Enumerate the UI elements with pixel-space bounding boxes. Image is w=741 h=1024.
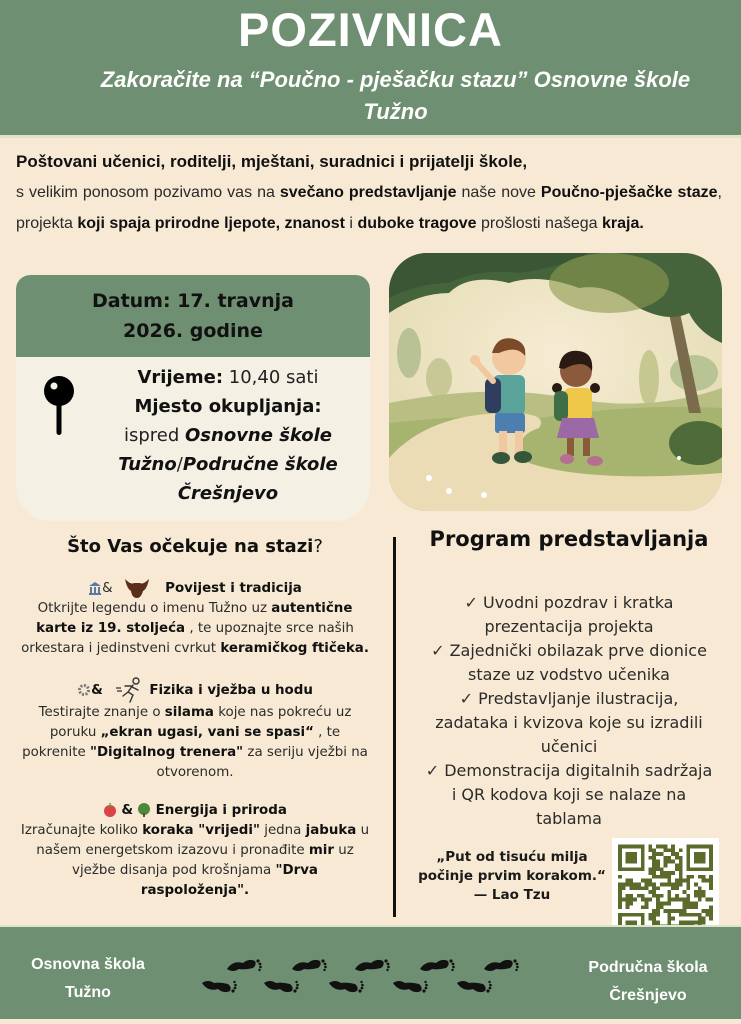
section-bold: autentične karte iz 19. stoljeća [36, 601, 353, 636]
intro-bold: svečano predstavljanje [279, 184, 457, 201]
running-person-icon [115, 677, 145, 703]
place-school-1: Osnovne škole Tužno [118, 425, 333, 475]
footprint-icon [418, 957, 458, 973]
section-bold: koraka "vrijedi" [142, 823, 260, 838]
footprint-icon [327, 979, 367, 995]
section-text: uz vježbe disanja pod krošnjama [72, 843, 354, 878]
section-text: koje nas pokreću uz poruku [49, 705, 352, 740]
quote-line: počinje prvim korakom.“ [418, 868, 606, 884]
program-item [400, 759, 738, 831]
intro-text: naše nove [456, 184, 541, 201]
expectations-section [14, 536, 376, 919]
program-item [400, 687, 738, 759]
footprint-icon [455, 979, 495, 995]
gear-icon [77, 683, 91, 697]
program-item-text: Uvodni pozdrav i kratka prezentacija projekta [483, 593, 674, 636]
map-pin-icon [42, 375, 76, 437]
place-prefix: ispred [123, 425, 185, 446]
apple-icon [103, 803, 117, 817]
section-bold: mir [308, 843, 334, 858]
footer-school-right [568, 954, 728, 1010]
section-bold: keramičkog ftičeka. [220, 641, 369, 656]
children-walking-illustration [389, 253, 722, 511]
intro-text: , projekta [16, 184, 722, 232]
footprint-icon [353, 957, 393, 973]
section-text: Otkrijte legendu o imenu Tužno uz [37, 601, 272, 616]
section-text: jedna [259, 823, 306, 838]
program-item-text: Predstavljanje ilustracija, zadataka i kvizova koje su izradili učenici [435, 689, 703, 756]
section-text: u našem energetskom izazovu i pronađite [36, 823, 370, 858]
section-physics [14, 677, 376, 783]
expectations-heading-mark: ? [313, 536, 323, 557]
expectations-heading-text: Što Vas očekuje na stazi [67, 536, 314, 557]
section-text: Izračunajte koliko [20, 823, 143, 838]
expectations-heading [14, 536, 376, 557]
event-place-label [86, 392, 370, 421]
section-bold: jabuka [305, 823, 357, 838]
ceramic-bird-icon [123, 577, 151, 599]
footer-school-left-line1: Osnovna škola [31, 956, 145, 973]
tree-icon [137, 803, 151, 817]
section-body [14, 703, 376, 783]
footer-school-left [14, 951, 162, 1007]
program-item-text: Demonstracija digitalnih sadržaja i QR kodova koji se nalaze na tablama [444, 761, 713, 828]
program-item-text: Zajednički obilazak prve dionice staze uz vodstvo učenika [449, 641, 707, 684]
section-body [14, 599, 376, 659]
footer-banner [0, 925, 741, 1019]
header-banner [0, 0, 741, 138]
place-separator: / [176, 454, 183, 475]
intro-body [16, 177, 722, 239]
section-title: Energija i priroda [155, 803, 287, 818]
section-bold: "Drva raspoloženja". [140, 863, 318, 898]
check-icon: ✓ [425, 761, 440, 780]
time-value: 10,40 sati [223, 367, 319, 388]
intro-bold: kraja. [601, 215, 644, 232]
intro-bold: Poučno-pješačke staze [540, 184, 718, 201]
section-bold: silama [164, 705, 214, 720]
event-date [16, 275, 370, 357]
footprint-icon [482, 957, 522, 973]
quote [412, 848, 612, 905]
time-label: Vrijeme: [137, 367, 224, 388]
check-icon: ✓ [431, 641, 445, 660]
quote-line: „Put od tisuću milja [436, 849, 588, 865]
footprint-icon [391, 979, 431, 995]
intro-bold: duboke tragove [357, 215, 477, 232]
intro-bold: koji spaja prirodne ljepote, znanost [77, 215, 345, 232]
column-divider [393, 537, 396, 917]
place-label: Mjesto okupljanja: [134, 396, 322, 417]
section-bold: "Digitalnog trenera" [89, 745, 244, 760]
intro-text: s velikim ponosom pozivamo vas na [16, 184, 280, 201]
section-bold: „ekran ugasi, vani se spasi“ [100, 725, 314, 740]
section-title: Povijest i tradicija [165, 581, 302, 596]
footer-school-left-line2: Tužno [65, 984, 111, 1001]
section-body [14, 821, 376, 901]
intro-text: i [344, 215, 358, 232]
event-info [86, 363, 370, 508]
footprint-icon [200, 979, 240, 995]
section-history [14, 577, 376, 659]
program-item [400, 639, 738, 687]
section-text: za seriju vježbi na otvorenom. [156, 745, 368, 780]
ampersand: & [121, 803, 134, 818]
footprint-icon [290, 957, 330, 973]
event-details-card [16, 275, 370, 521]
event-time [86, 363, 370, 392]
program-heading: Program predstavljanja [429, 527, 709, 551]
section-title: Fizika i vježba u hodu [149, 683, 313, 698]
footprint-icon [262, 979, 302, 995]
section-energy [14, 801, 376, 901]
check-icon: ✓ [459, 689, 473, 708]
ampersand: & [102, 581, 113, 596]
ampersand: & [91, 683, 103, 698]
footer-school-right-line2: Črešnjevo [609, 987, 687, 1004]
event-place [86, 421, 370, 508]
program-section [400, 525, 738, 831]
footer-school-right-line1: Područna škola [588, 959, 708, 976]
intro-paragraph [16, 146, 722, 239]
intro-text: prošlosti našega [476, 215, 602, 232]
section-text: Testirajte znanje o [38, 705, 165, 720]
event-date-label: Datum: 17. travnja 2026. godine [91, 290, 294, 342]
check-icon: ✓ [464, 593, 478, 612]
intro-greeting: Poštovani učenici, roditelji, mještani, suradnici i prijatelji škole, [16, 152, 528, 171]
footprint-icon [225, 957, 265, 973]
museum-icon [88, 582, 102, 595]
place-school-2: Područne škole Črešnjevo [177, 454, 338, 504]
page-title: POZIVNICA [238, 3, 503, 56]
program-item [400, 591, 738, 639]
section-text: , te upoznajte srce naših orkestara i jedinstveni cvrkut [21, 621, 354, 656]
page-subtitle: Zakoračite na “Poučno - pješačku stazu” Osnovne škole Tužno [100, 67, 691, 124]
section-text: , te pokrenite [22, 725, 341, 760]
quote-author: — Lao Tzu [473, 887, 551, 903]
